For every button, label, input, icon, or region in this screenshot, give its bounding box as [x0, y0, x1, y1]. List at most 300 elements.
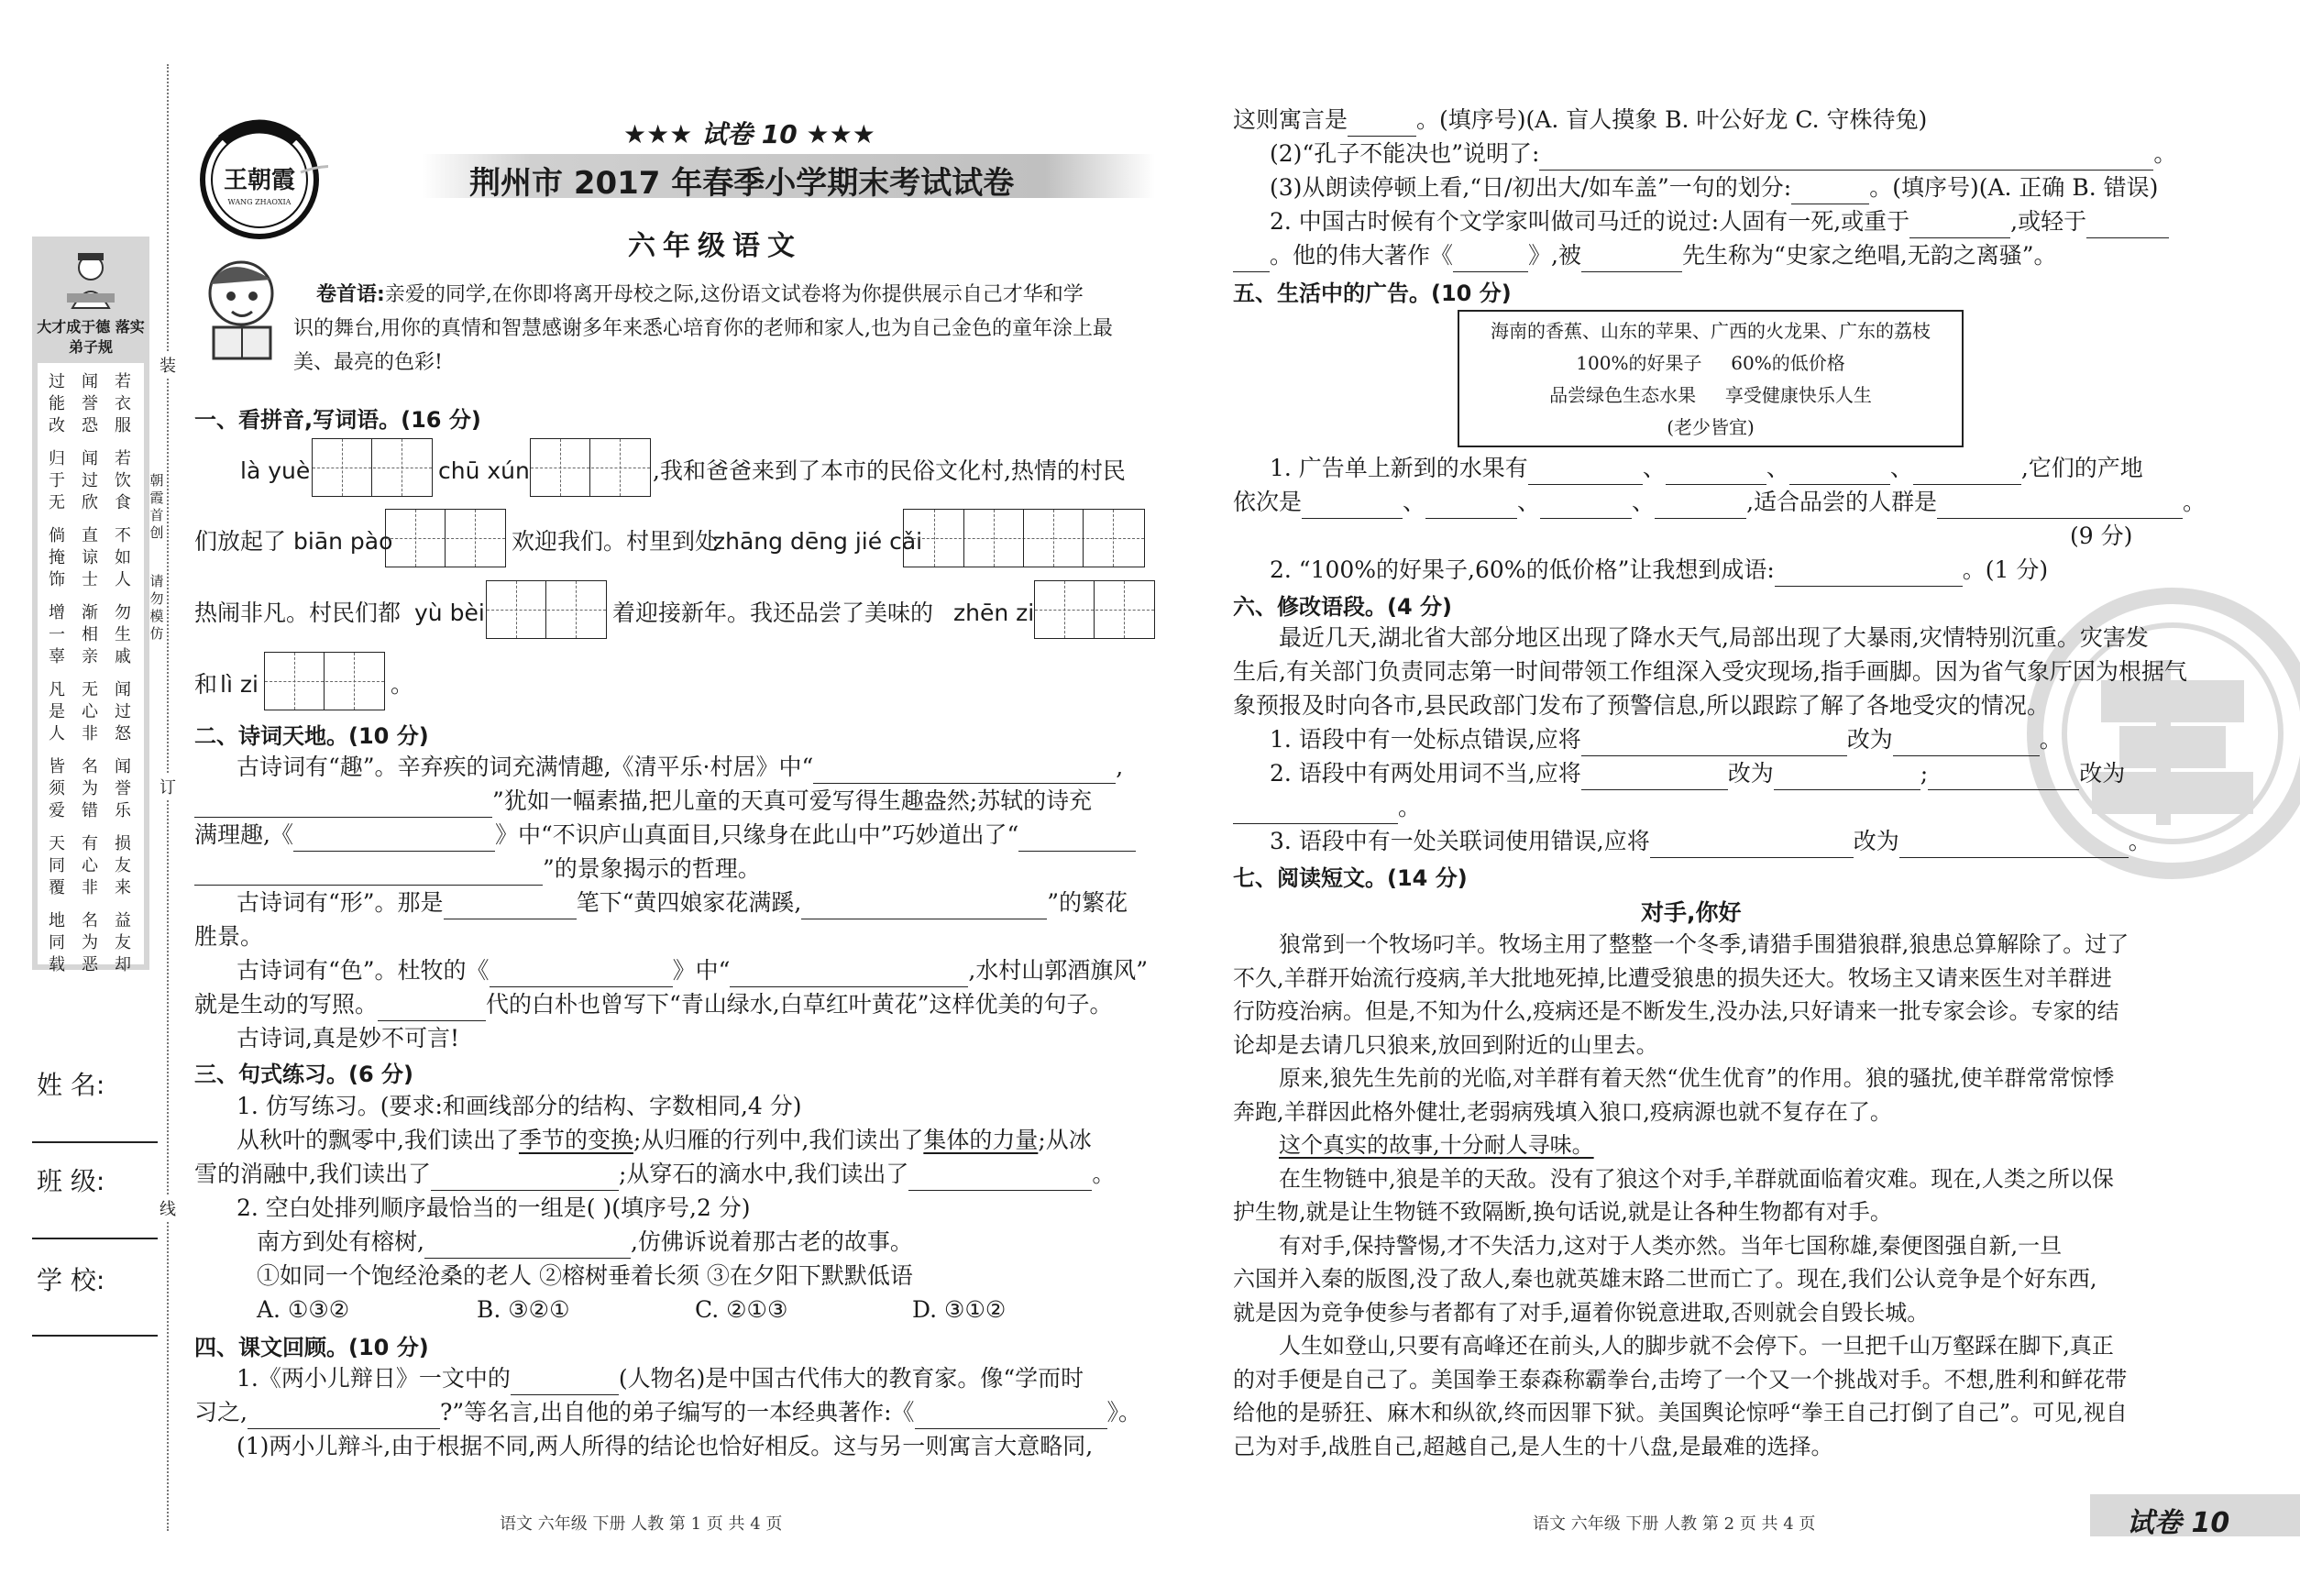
- verse-char: 爱: [49, 801, 65, 820]
- verse-char: 无: [49, 493, 65, 512]
- r-text-5: (3)从朗读停顿上看,“日/初出大/如车盖”一句的划分:: [1270, 174, 1792, 201]
- ad-line-4: (老少皆宜): [1667, 416, 1755, 438]
- s1-text-3: 欢迎我们。村里到处: [512, 528, 719, 555]
- sidebar-motto: 大才成于德 落实弟子规: [37, 318, 145, 356]
- verse-char: 恐: [82, 416, 98, 435]
- section2-heading: 二、诗词天地。(10 分): [194, 723, 429, 749]
- s4-text-4: ?”等名言,出自他的弟子编写的一本经典著作:《: [439, 1399, 915, 1425]
- answer-grid-7[interactable]: [264, 652, 385, 710]
- blank-scene-2[interactable]: [194, 861, 543, 886]
- verse-char: 无: [82, 680, 98, 699]
- s2-text-1: 古诗词有“趣”。辛弃疾的词充满情趣,《清平乐·村居》中“: [237, 754, 814, 780]
- verse-char: 为: [82, 933, 98, 952]
- verse-char: 心: [82, 702, 98, 721]
- pinyin-zhen-zi: zhēn zi: [953, 600, 1035, 626]
- r-line-1: [1233, 103, 1927, 137]
- verse-char: 非: [82, 724, 98, 743]
- s2-text-3: 满理趣,《: [194, 821, 293, 848]
- blank-conj-from[interactable]: [1650, 833, 1854, 858]
- verse-char: 生: [115, 625, 131, 644]
- verse-char: 友: [115, 856, 131, 875]
- footer-left: 语文 六年级 下册 人教 第 1 页 共 4 页: [500, 1514, 783, 1534]
- answer-grid-3[interactable]: [385, 509, 506, 567]
- r-line-5: [1233, 238, 2056, 272]
- verse-char: 直: [82, 526, 98, 545]
- verse-column: [110, 756, 136, 822]
- verse-char: 饰: [49, 570, 65, 589]
- verse-char: 倘: [49, 526, 65, 545]
- s3-text-g: 南方到处有榕树,: [257, 1228, 424, 1255]
- verse-char: 闻: [115, 680, 131, 699]
- blank-drop[interactable]: [908, 1166, 1092, 1191]
- verse-char: 损: [115, 834, 131, 853]
- answer-grid-5[interactable]: [486, 580, 607, 639]
- blank-qingpingle-2[interactable]: [194, 793, 492, 818]
- s3-text-d: 雪的消融中,我们读出了: [194, 1161, 431, 1187]
- verse-char: 若: [115, 372, 131, 391]
- section7-heading: 七、阅读短文。(14 分): [1233, 865, 1468, 891]
- ad-line-3: 品尝绿色生态水果 享受健康快乐人生: [1549, 384, 1872, 406]
- s2-line-7: [237, 953, 1148, 987]
- r-text-8: ,或轻于: [2010, 208, 2087, 235]
- r-text-21: 。: [2039, 726, 2063, 753]
- s2-text-8: ”的繁花: [1047, 889, 1128, 916]
- r-text-3: (2)“孔子不能决也”说明了:: [1270, 140, 1540, 167]
- publisher-logo: [191, 108, 328, 246]
- verse-column: [44, 679, 70, 745]
- section4-heading: 四、课文回顾。(10 分): [194, 1335, 429, 1360]
- name-label: 姓 名:: [37, 1070, 105, 1100]
- ad-line-1: 海南的香蕉、山东的苹果、广西的火龙果、广东的荔枝: [1491, 320, 1931, 342]
- story-underlined-sentence: 这个真实的故事,十分耐人寻味。: [1279, 1132, 1594, 1158]
- verse-char: 能: [49, 394, 65, 413]
- pinyin-yu-bei: yù bèi: [414, 600, 485, 626]
- verse-column: [44, 833, 70, 899]
- r-text-29: 。: [2128, 828, 2151, 854]
- verse-char: 过: [115, 702, 131, 721]
- s3-text-a: 从秋叶的飘零中,我们读出了: [237, 1127, 519, 1153]
- story-line: 有对手,保持警惕,才不失活力,这对于人类亦然。当年七国称雄,秦便图强自新,一旦: [1279, 1232, 2063, 1259]
- r-text-11: 先生称为“史家之绝唱,无韵之离骚”。: [1681, 242, 2057, 269]
- story-line: 行防疫治病。但是,不知为什么,疫病还是不断发生,没办法,只好请来一批专家会诊。专家的结: [1233, 998, 2119, 1024]
- verse-column: [110, 602, 136, 668]
- verse-char: 亲: [82, 647, 98, 666]
- verse-char: 覆: [49, 878, 65, 897]
- r-text-6: 。(填序号)(A. 正确 B. 错误): [1869, 174, 2159, 201]
- verse-char: 是: [49, 702, 65, 721]
- answer-grid-6[interactable]: [1034, 580, 1155, 639]
- s2-text-13: 代的白朴也曾写下“青山绿水,白草红叶黄花”这样优美的句子。: [486, 991, 1113, 1018]
- s5-q1-line1: 1. 广告单上新到的水果有 、 、 、 ,它们的产地: [1270, 451, 2143, 485]
- verse-char: 人: [115, 570, 131, 589]
- r-text-25: 改为: [2079, 760, 2126, 787]
- blank-confucius-meaning[interactable]: [1539, 146, 2153, 171]
- name-field[interactable]: [32, 1141, 158, 1143]
- r-text-15: ,适合品尝的人群是: [1746, 489, 1938, 515]
- verse-column: [110, 525, 136, 591]
- section1-heading: 一、看拼音,写词语。(16 分): [194, 407, 481, 433]
- s3-q1-line2: [194, 1157, 1115, 1191]
- blank-book-title[interactable]: [915, 1404, 1107, 1429]
- verse-char: 益: [115, 911, 131, 930]
- verse-char: 士: [82, 570, 98, 589]
- verse-char: 乐: [115, 801, 131, 820]
- verse-char: 誉: [82, 394, 98, 413]
- section3-heading: 三、句式练习。(6 分): [194, 1062, 413, 1087]
- s1-text-6: 和: [194, 671, 218, 698]
- r-line-2: [1270, 137, 2176, 171]
- verse-char: 载: [49, 955, 65, 974]
- verse-char: 掩: [49, 548, 65, 567]
- verse-char: 皆: [49, 757, 65, 776]
- preface-text-1: 亲爱的同学,在你即将离开母校之际,这份语文试卷将为你提供展示自己才华和学: [384, 283, 1084, 306]
- preface-line-3: 美、最亮的色彩!: [293, 351, 443, 374]
- exam-title: 荆州市 2017 年春季小学期末考试试卷: [469, 165, 1015, 202]
- verse-char: 地: [49, 911, 65, 930]
- preface-label: 卷首语:: [316, 283, 385, 306]
- verse-char: 怒: [115, 724, 131, 743]
- verse-char: 誉: [115, 779, 131, 798]
- verse-char: 错: [82, 801, 98, 820]
- blank-fruit-2[interactable]: [1666, 460, 1766, 485]
- s2-text-12: 就是生动的写照。: [194, 991, 379, 1018]
- r-text-27: 3. 语段中有一处关联词使用错误,应将: [1270, 828, 1650, 854]
- verse-char: 渐: [82, 603, 98, 622]
- verse-char: 闻: [115, 757, 131, 776]
- verse-column: [77, 910, 103, 976]
- s3-text-e: ;从穿石的滴水中,我们读出了: [618, 1161, 909, 1187]
- blank-word-1-to[interactable]: [1774, 765, 1920, 790]
- footer-right: 语文 六年级 下册 人教 第 2 页 共 4 页: [1533, 1514, 1816, 1534]
- s2-text-5: ”的景象揭示的哲理。: [543, 855, 761, 882]
- verse-char: 有: [82, 834, 98, 853]
- s2-line-4: [194, 852, 761, 886]
- s2-line-8: [194, 987, 1113, 1021]
- r-text-1: 这则寓言是: [1233, 106, 1348, 133]
- blank-origin-4[interactable]: [1655, 494, 1746, 519]
- binding-mark-1: 装: [158, 353, 178, 377]
- verse-char: 归: [49, 449, 65, 468]
- verse-column: [77, 833, 103, 899]
- r-text-23: 改为: [1727, 760, 1774, 787]
- r-text-12: 1. 广告单上新到的水果有: [1270, 455, 1528, 481]
- blank-word-2[interactable]: [1928, 765, 2079, 790]
- story-line: 在生物链中,狼是羊的天敌。没有了狼这个对手,羊群就面临着灾难。现在,人类之所以保: [1279, 1165, 2114, 1192]
- verse-column: [77, 525, 103, 591]
- exam-tab: [2090, 1494, 2300, 1539]
- blank-shiji[interactable]: [1453, 248, 1528, 272]
- r-text-24: ;: [1920, 760, 1929, 787]
- s3-q2-line: [257, 1225, 913, 1259]
- r-text-18: 。(1 分): [1962, 556, 2049, 583]
- s4-line-2: [194, 1395, 1141, 1429]
- s3-q1-line1: [237, 1123, 1092, 1157]
- blank-word-2-to[interactable]: [1233, 799, 1398, 824]
- series-text: 试卷 10: [701, 119, 798, 149]
- binding-mark-2: 订: [158, 775, 178, 798]
- story-line: 己为对手,战胜自己,超越自己,是人生的十八盘,是最难的选择。: [1233, 1433, 1833, 1459]
- verse-char: 谅: [82, 548, 98, 567]
- story-line: 给他的是骄狂、麻木和纵欲,终而因罪下狱。美国舆论惊呼“拳王自己打倒了自己”。可见,视自: [1233, 1400, 2128, 1425]
- verse-char: 于: [49, 471, 65, 490]
- verse-char: 改: [49, 416, 65, 435]
- verse-char: 不: [115, 526, 131, 545]
- blank-dumu-title[interactable]: [490, 963, 673, 987]
- s3-q2-items: ①如同一个饱经沧桑的老人 ②榕树垂着长须 ③在夕阳下默默低语: [257, 1262, 913, 1289]
- blank-quote[interactable]: [248, 1404, 440, 1429]
- verse-char: 友: [115, 933, 131, 952]
- verse-char: 凡: [49, 680, 65, 699]
- verse-char: 增: [49, 603, 65, 622]
- blank-order[interactable]: [424, 1234, 631, 1259]
- verse-column: [77, 602, 103, 668]
- s3-q2: 2. 空白处排列顺序最恰当的一组是( )(填序号,2 分): [237, 1194, 751, 1221]
- answer-grid-2[interactable]: [530, 438, 651, 497]
- verse-column: [110, 448, 136, 514]
- blank-confucius[interactable]: [511, 1370, 619, 1395]
- r-line-4: [1270, 204, 2169, 238]
- scholar-figure-icon: [58, 248, 124, 312]
- verse-column: [110, 910, 136, 976]
- r-text-16: 。: [2183, 489, 2206, 515]
- reading-child-icon: [191, 252, 296, 362]
- verse-column: [44, 371, 70, 437]
- vertical-note-1: 朝霞首创: [149, 472, 164, 541]
- verse-column: [110, 371, 136, 437]
- blank-snow[interactable]: [431, 1166, 619, 1191]
- blank-luxun[interactable]: [1581, 248, 1682, 272]
- blank-huangsiniang[interactable]: [801, 895, 1047, 919]
- pinyin-zhang-deng-jie-cai: zhāng dēng jié cǎi: [713, 528, 923, 555]
- verse-char: 同: [49, 933, 65, 952]
- verse-char: 同: [49, 856, 65, 875]
- story-line: 六国并入秦的版图,没了敌人,秦也就英雄末路二世而亡了。现在,我们公认竞争是个好东西,: [1233, 1266, 2097, 1292]
- r-text-14: 依次是: [1233, 489, 1303, 515]
- s6-para-2: 生后,有关部门负责同志第一时间带领工作组深入受灾现场,指手画脚。因为省气象厅因为根据气: [1233, 658, 2187, 685]
- blank-fable[interactable]: [1348, 112, 1416, 137]
- verse-char: 闻: [82, 372, 98, 391]
- story-line: 奔跑,羊群因此格外健壮,老弱病残填入狼口,疫病源也就不复存在了。: [1233, 1098, 1892, 1125]
- section6-heading: 六、修改语段。(4 分): [1233, 594, 1452, 620]
- r-text-4: 。: [2153, 140, 2177, 167]
- s3-text-c: ;从冰: [1038, 1127, 1092, 1153]
- s4-line-1: [237, 1361, 1084, 1395]
- story-line: 护生物,就是让生物链不致隔断,换句话说,就是让各种生物都有对手。: [1233, 1199, 1892, 1225]
- verse-char: 如: [115, 548, 131, 567]
- verse-column: [44, 448, 70, 514]
- verse-column: [110, 833, 136, 899]
- blank-punct-to[interactable]: [1893, 732, 2040, 756]
- blank-fruit-3[interactable]: [1789, 460, 1890, 485]
- answer-grid-4[interactable]: [903, 509, 1145, 567]
- s6-para-3: 象预报及时向各市,县民政部门发布了预警信息,所以跟踪了解了各地受灾的情况。: [1233, 692, 2050, 719]
- blank-origin-2[interactable]: [1425, 494, 1517, 519]
- story-title: 对手,你好: [1641, 899, 1742, 926]
- blank-hongmao[interactable]: [2086, 214, 2169, 238]
- s2-text-7: 笔下“黄四娘家花满蹊,: [576, 889, 802, 916]
- r-text-28: 改为: [1853, 828, 1899, 854]
- pinyin-chu-xun: chū xún: [438, 457, 530, 484]
- s2-text-11: ,水村山郭酒旗风”: [968, 957, 1149, 984]
- s6-q1: [1270, 722, 2063, 756]
- answer-grid-1[interactable]: [312, 438, 433, 497]
- blank-conj-to[interactable]: [1899, 833, 2129, 858]
- s2-line-3: [194, 818, 1136, 852]
- verse-char: 名: [82, 757, 98, 776]
- option-a[interactable]: A. ①③②: [257, 1296, 350, 1323]
- verse-char: 为: [82, 779, 98, 798]
- s2-comma: ,: [1116, 754, 1124, 780]
- s4-text-3: 习之,: [194, 1399, 248, 1425]
- verse-column: [77, 756, 103, 822]
- s4-text-2: (人物名)是中国古代伟大的教育家。像“学而时: [618, 1365, 1084, 1392]
- s6-q3: [1270, 824, 2151, 858]
- blank-hongmao-2[interactable]: [1233, 248, 1270, 272]
- verse-column: [44, 910, 70, 976]
- pinyin-la-yue: là yuè: [240, 457, 311, 484]
- blank-fruit-4[interactable]: [1913, 460, 2021, 485]
- s1-text-7: 。: [391, 671, 414, 698]
- underlined-season: 季节的变换: [518, 1127, 633, 1153]
- verse-column: [77, 371, 103, 437]
- preface-line-1: [316, 280, 1084, 311]
- blank-qingpingle[interactable]: [813, 759, 1116, 784]
- blank-pause[interactable]: [1791, 180, 1869, 204]
- option-c[interactable]: C. ②①③: [695, 1296, 788, 1323]
- verse-char: 服: [115, 416, 131, 435]
- blank-dumu-line[interactable]: [730, 963, 968, 987]
- r-line-3: [1270, 171, 2158, 204]
- blank-fruit-1[interactable]: [1528, 460, 1643, 485]
- verse-char: 过: [49, 372, 65, 391]
- story-line: 狼常到一个牧场叼羊。牧场主用了整整一个冬季,请猎手围猎狼群,狼患总算解除了。过了: [1279, 931, 2129, 957]
- blank-people[interactable]: [1937, 494, 2183, 519]
- story-line: 人生如登山,只要有高峰还在前头,人的脚步就不会停下。一旦把千山万壑踩在脚下,真正: [1279, 1333, 2114, 1359]
- preface-line-2: 识的舞台,用你的真情和智慧感谢多年来悉心培育你的老师和家人,也为自己金色的童年涂上最: [293, 317, 1113, 340]
- r-text-22: 2. 语段中有两处用词不当,应将: [1270, 760, 1581, 787]
- verse-column: [110, 679, 136, 745]
- verse-char: 欣: [82, 493, 98, 512]
- s5-q1-line2: 依次是 、 、 、 ,适合品尝的人群是 。: [1233, 485, 2206, 519]
- verse-char: 一: [49, 625, 65, 644]
- blank-poem-title[interactable]: [293, 827, 495, 852]
- verse-char: 闻: [82, 449, 98, 468]
- s2-line-6: 胜景。: [194, 923, 264, 950]
- verse-char: 人: [49, 724, 65, 743]
- s2-line-2: [194, 784, 1092, 818]
- verse-char: 相: [82, 625, 98, 644]
- verse-char: 天: [49, 834, 65, 853]
- r-text-7: 2. 中国古时候有个文学家叫做司马迁的说过:人固有一死,或重于: [1270, 208, 1910, 235]
- story-line: 论却是去请几只狼来,放回到附近的山里去。: [1233, 1031, 1658, 1058]
- verse-char: 过: [82, 471, 98, 490]
- s2-line-9: 古诗词,真是妙不可言!: [237, 1025, 459, 1051]
- exam-tab-label: 试卷 10: [2127, 1507, 2230, 1539]
- r-text-17: 2. “100%的好果子,60%的低价格”让我想到成语:: [1270, 556, 1775, 583]
- verse-char: 勿: [115, 603, 131, 622]
- s2-text-2: ”犹如一幅素描,把儿童的天真可爱写得生趣盎然;苏轼的诗充: [492, 787, 1093, 814]
- verse-char: 心: [82, 856, 98, 875]
- blank-idiom[interactable]: [1775, 562, 1963, 587]
- pinyin-bian-pao: biān pào: [293, 528, 393, 555]
- s6-para-1: 最近几天,湖北省大部分地区出现了降水天气,局部出现了大暴雨,灾情特别沉重。灾害发: [1279, 624, 2149, 651]
- s3-text-f: 。: [1092, 1161, 1116, 1187]
- school-field[interactable]: [32, 1335, 158, 1337]
- r-text-2: 。(填序号)(A. 盲人摸象 B. 叶公好龙 C. 守株待兔): [1416, 106, 1928, 133]
- story-line: 就是因为竞争使参与者都有了对手,逼着你锐意进取,否则就会自毁长城。: [1233, 1299, 1930, 1326]
- verse-char: 须: [49, 779, 65, 798]
- s4-line-3: (1)两小儿辩斗,由于根据不同,两人所得的结论也恰好相反。这与另一则寓言大意略同,: [237, 1433, 1094, 1459]
- ad-box: [1458, 310, 1964, 447]
- verse-char: 戚: [115, 647, 131, 666]
- verse-char: 饮: [115, 471, 131, 490]
- verse-column: [77, 448, 103, 514]
- r-text-19: 1. 语段中有一处标点错误,应将: [1270, 726, 1581, 753]
- verse-column: [44, 602, 70, 668]
- s2-line-1: [237, 750, 1123, 784]
- blank-punct-from[interactable]: [1581, 732, 1847, 756]
- story-line: 不久,羊群开始流行疫病,羊大批地死掉,比遭受狼患的损失还大。牧场主又请来医生对羊群进: [1233, 964, 2112, 991]
- story-line: 的对手便是自己了。美国拳王泰森称霸拳台,击垮了一个又一个挑战对手。不想,胜利和鲜花带: [1233, 1366, 2128, 1392]
- r-text-20: 改为: [1846, 726, 1893, 753]
- school-label: 学 校:: [37, 1265, 105, 1295]
- verse-column: [44, 525, 70, 591]
- verse-char: 却: [115, 955, 131, 974]
- s2-text-4: 》中“不识庐山真面目,只缘身在此山中”巧妙道出了“: [494, 821, 1019, 848]
- s6-q2-cont: [1233, 790, 1421, 824]
- r-text-10: 》,被: [1528, 242, 1581, 269]
- blank-scene[interactable]: [1018, 827, 1136, 852]
- verse-char: 若: [115, 449, 131, 468]
- s3-text-b: ;从归雁的行列中,我们读出了: [633, 1127, 924, 1153]
- binding-mark-3: 线: [158, 1196, 178, 1220]
- blank-dynasty[interactable]: [378, 996, 486, 1021]
- s4-text-1: 1.《两小儿辩日》一文中的: [237, 1365, 511, 1392]
- verse-char: 非: [82, 878, 98, 897]
- r-text-26: 。: [1398, 794, 1422, 820]
- section5-heading: 五、生活中的广告。(10 分): [1233, 281, 1512, 306]
- verse-char: 名: [82, 911, 98, 930]
- option-b[interactable]: B. ③②①: [477, 1296, 570, 1323]
- logo-text: 王朝霞: [223, 167, 295, 194]
- option-d[interactable]: D. ③①②: [912, 1296, 1007, 1323]
- blank-poet-du-fu[interactable]: [444, 895, 577, 919]
- s2-text-9: 古诗词有“色”。杜牧的《: [237, 957, 490, 984]
- logo-subtext: WANG ZHAOXIA: [227, 198, 292, 206]
- vertical-note-2: 请勿模仿: [149, 573, 164, 642]
- s1-text-2: 们放起了: [194, 528, 287, 555]
- class-field[interactable]: [32, 1238, 158, 1239]
- s3-text-h: ,仿佛诉说着那古老的故事。: [630, 1228, 913, 1255]
- verse-char: 食: [115, 493, 131, 512]
- s2-text-10: 》中“: [672, 957, 731, 984]
- ad-line-2: 100%的好果子 60%的低价格: [1576, 352, 1845, 374]
- verse-char: 来: [115, 878, 131, 897]
- r-text-9: 。他的伟大著作《: [1270, 242, 1454, 269]
- exam-subtitle: 六年级语文: [628, 230, 802, 262]
- blank-taishan[interactable]: [1909, 214, 2010, 238]
- blank-origin-3[interactable]: [1540, 494, 1632, 519]
- s2-text-6: 古诗词有“形”。那是: [237, 889, 444, 916]
- story-line: 原来,狼先生先前的光临,对羊群有着天然“优生优育”的作用。狼的骚扰,使羊群常常惊悸: [1279, 1065, 2115, 1091]
- blank-word-1[interactable]: [1581, 765, 1728, 790]
- blank-origin-1[interactable]: [1302, 494, 1403, 519]
- verse-char: 恶: [82, 955, 98, 974]
- r-text-13: ,它们的产地: [2020, 455, 2143, 481]
- s4-text-5: 》。: [1106, 1399, 1142, 1425]
- s2-line-5: [237, 886, 1128, 919]
- series-label: ★★★ 试卷 10 ★★★: [623, 119, 875, 149]
